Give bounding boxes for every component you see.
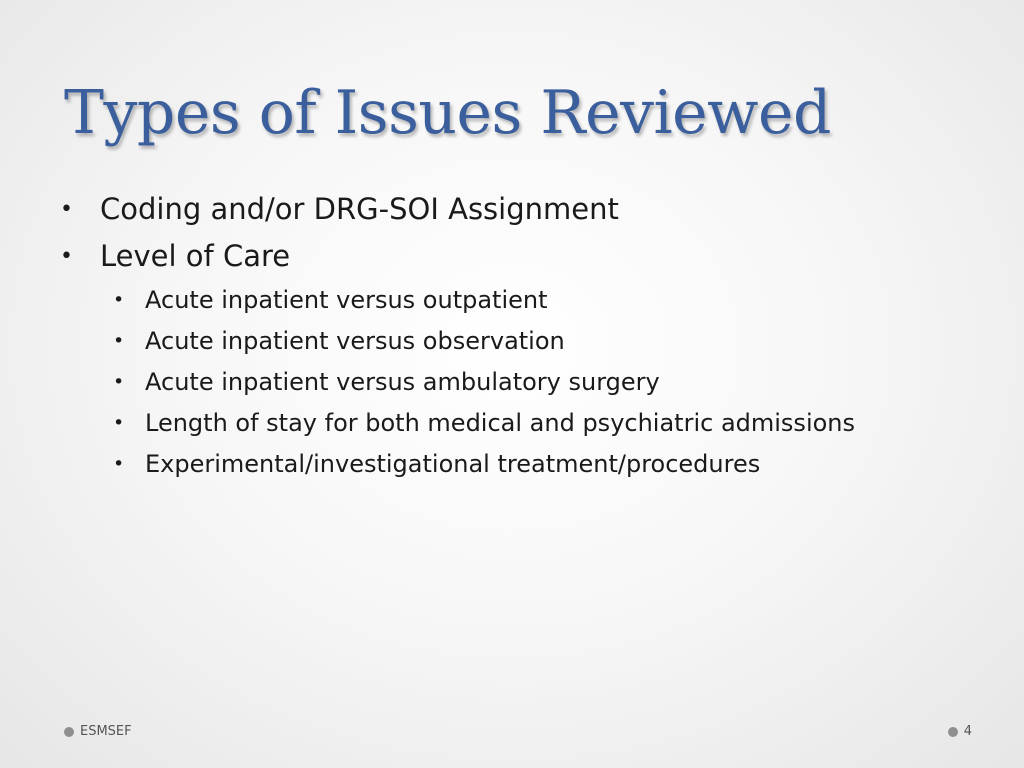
sub-bullet-dot: • — [113, 289, 125, 311]
sub-bullet-dot: • — [113, 412, 125, 434]
sub-bullet-text: Acute inpatient versus observation — [145, 327, 565, 355]
bullet-dot: • — [60, 244, 73, 269]
bullet-dot: • — [60, 197, 73, 222]
sub-bullet-text: Acute inpatient versus ambulatory surgery — [145, 368, 660, 396]
bullet-text: Level of Care — [100, 239, 291, 273]
sub-bullet-text: Length of stay for both medical and psychiatric admissions — [145, 409, 856, 437]
page-number: 4 — [963, 724, 972, 739]
slide-title: Types of Issues Reviewed — [64, 78, 831, 148]
bullet-item — [60, 233, 855, 280]
sub-bullet-dot: • — [113, 330, 125, 352]
footer-dot-icon — [64, 727, 74, 737]
sub-bullet-item — [60, 444, 855, 485]
bullet-text: Coding and/or DRG-SOI Assignment — [100, 192, 619, 226]
sub-bullet-item — [60, 403, 855, 444]
sub-bullet-item — [60, 362, 855, 403]
footer-right — [948, 724, 972, 739]
bullet-item — [60, 186, 855, 233]
sub-bullet-item — [60, 280, 855, 321]
sub-bullet-dot: • — [113, 453, 125, 475]
bullet-list — [60, 186, 855, 485]
sub-bullet-item — [60, 321, 855, 362]
sub-bullet-dot: • — [113, 371, 125, 393]
footer-left — [64, 724, 132, 739]
sub-bullet-text: Experimental/investigational treatment/procedures — [145, 450, 761, 478]
footer-dot-icon — [948, 727, 958, 737]
sub-bullet-text: Acute inpatient versus outpatient — [145, 286, 548, 314]
sub-bullet-list — [60, 280, 855, 485]
footer-label: ESMSEF — [80, 724, 132, 739]
sub-bullet-group — [60, 280, 855, 485]
